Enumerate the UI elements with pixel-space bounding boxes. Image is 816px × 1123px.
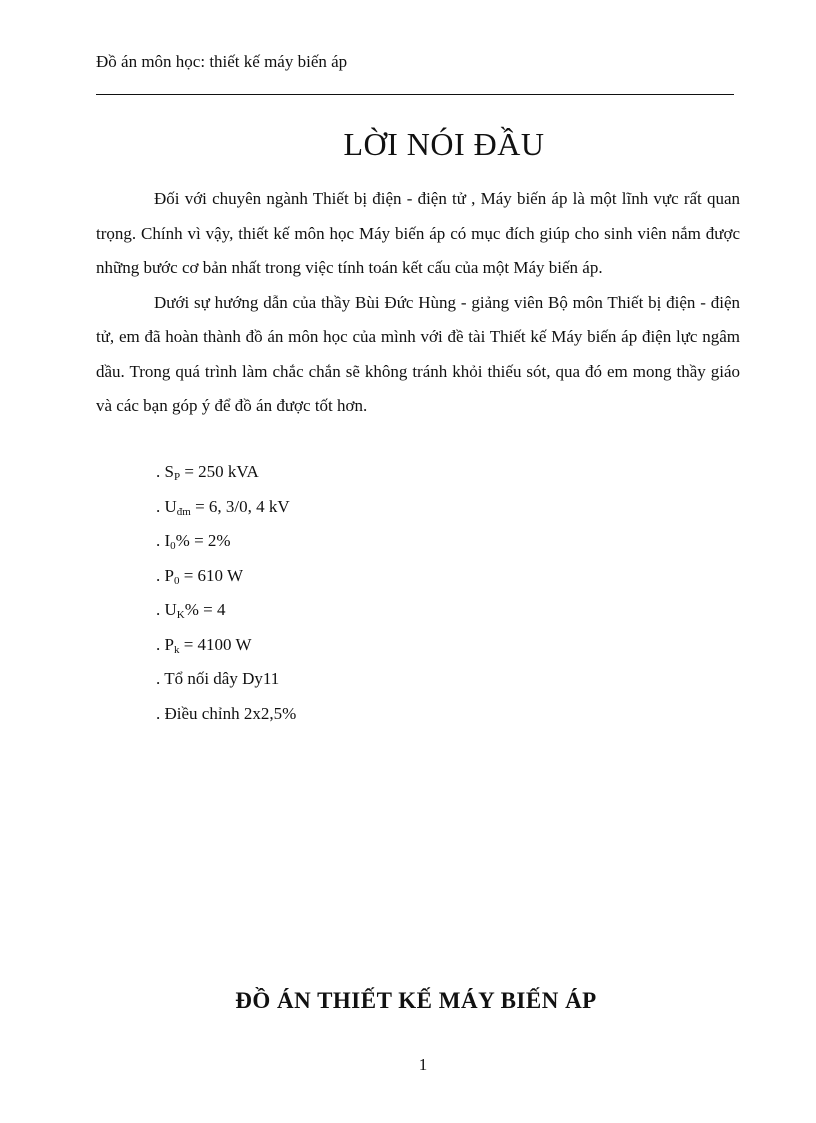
paragraph-intro: Đối với chuyên ngành Thiết bị điện - điện tử , Máy biến áp là một lĩnh vực rất quan trọng. Chính vì vậy, thiết kế môn học Máy biến áp có mục đích giúp cho sinh viên nắm được những bước cơ bản nhất trong việc tính toán kết cấu của một Máy biến áp. bbox=[96, 189, 740, 277]
spec-label: . U bbox=[156, 496, 177, 516]
footer-title: ĐỒ ÁN THIẾT KẾ MÁY BIẾN ÁP bbox=[235, 988, 597, 1013]
spec-label: . S bbox=[156, 462, 174, 481]
spec-label: . Điều chỉnh 2x2,5% bbox=[156, 703, 297, 723]
spec-label: . Tổ nối dây Dy11 bbox=[156, 669, 280, 688]
spec-label: . I bbox=[156, 531, 171, 550]
header-divider bbox=[96, 94, 734, 95]
running-header: Đồ án môn học: thiết kế máy biến áp bbox=[96, 52, 348, 71]
spec-value: = 6, 3/0, 4 kV bbox=[190, 496, 290, 516]
spec-value: = 4100 W bbox=[179, 634, 252, 654]
spec-subscript: 0 bbox=[170, 540, 176, 552]
spec-label: . P bbox=[156, 634, 174, 654]
spec-rated-power bbox=[156, 455, 296, 490]
spec-no-load-loss bbox=[156, 559, 296, 594]
spec-value: = 610 W bbox=[179, 565, 244, 585]
spec-value: % = 2% bbox=[175, 531, 231, 550]
spec-value: = 250 kVA bbox=[180, 462, 259, 481]
spec-winding-group bbox=[156, 662, 296, 697]
paragraph-acknowledgement: Dưới sự hướng dẫn của thầy Bùi Đức Hùng - giảng viên Bộ môn Thiết bị điện - điện tử, em đã hoàn thành đồ án môn học của mình với đề tài Thiết kế Máy biến áp điện lực ngâm dầu. Trong quá trình làm chắc chắn sẽ không tránh khỏi thiếu sót, qua đó em mong thầy giáo và các bạn góp ý để đồ án được tốt hơn. bbox=[96, 292, 740, 415]
spec-subscript: đm bbox=[176, 505, 191, 518]
spec-label: . U bbox=[156, 600, 177, 619]
preface-body bbox=[96, 182, 740, 424]
spec-rated-voltage bbox=[156, 490, 296, 525]
specification-list bbox=[156, 455, 296, 731]
page-title: LỜI NÓI ĐẦU bbox=[343, 126, 545, 162]
spec-subscript: P bbox=[173, 471, 181, 483]
spec-subscript: 0 bbox=[173, 574, 180, 587]
spec-no-load-current bbox=[156, 524, 296, 559]
spec-label: . P bbox=[156, 565, 174, 585]
spec-short-circuit-loss bbox=[156, 628, 296, 663]
spec-subscript: k bbox=[173, 643, 180, 656]
spec-tap-regulation bbox=[156, 697, 296, 732]
spec-short-circuit-voltage bbox=[156, 593, 296, 628]
spec-subscript: K bbox=[176, 609, 185, 621]
spec-value: % = 4 bbox=[184, 600, 226, 619]
page-number: 1 bbox=[418, 1055, 428, 1074]
